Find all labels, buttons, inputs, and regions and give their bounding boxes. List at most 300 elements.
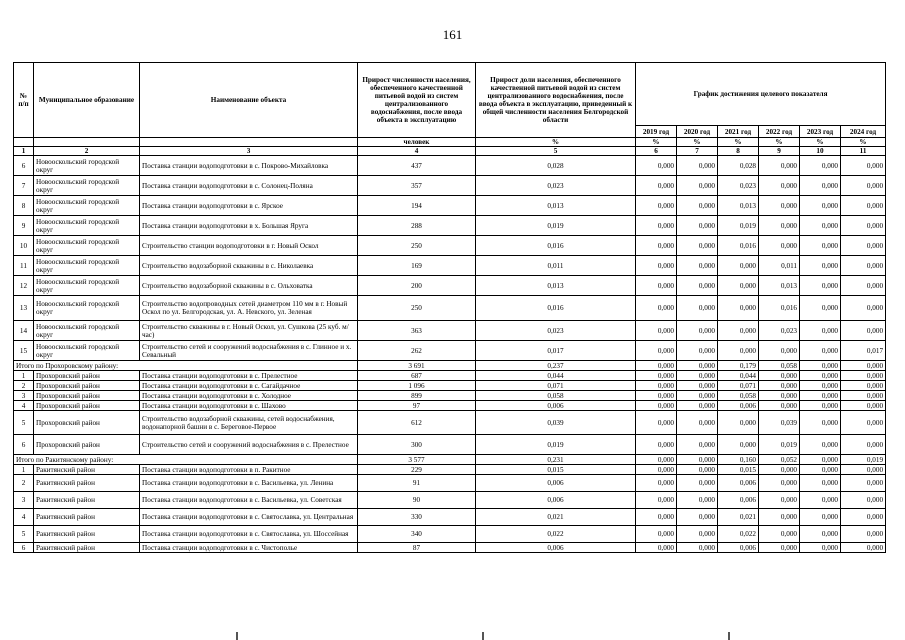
municipality-cell: Прохоровский район: [34, 411, 140, 435]
municipality-cell: Новооскольский городской округ: [34, 296, 140, 321]
year-value-cell: 0,000: [800, 196, 841, 216]
year-value-cell: 0,000: [636, 543, 677, 553]
header-year: 2019 год: [636, 126, 677, 138]
year-value-cell: 0,000: [841, 509, 886, 526]
header-object: Наименование объекта: [140, 63, 358, 138]
col-number: 5: [476, 147, 636, 156]
year-value-cell: 0,052: [759, 455, 800, 465]
year-value-cell: 0,000: [800, 455, 841, 465]
municipality-cell: Новооскольский городской округ: [34, 321, 140, 341]
year-value-cell: 0,058: [759, 361, 800, 371]
object-name-cell: Поставка станции водоподготовки в с. Святославка, ул. Шоссейная: [140, 526, 358, 543]
table-row: [14, 509, 886, 526]
year-value-cell: 0,000: [636, 156, 677, 176]
table-row: [14, 256, 886, 276]
year-value-cell: 0,006: [718, 401, 759, 411]
year-value-cell: 0,000: [677, 276, 718, 296]
year-value-cell: 0,000: [636, 276, 677, 296]
year-value-cell: 0,000: [718, 435, 759, 455]
object-name-cell: Поставка станции водоподготовки в х. Большая Яруга: [140, 216, 358, 236]
object-name-cell: Поставка станции водоподготовки в с. Ярское: [140, 196, 358, 216]
header-year: 2020 год: [677, 126, 718, 138]
object-name-cell: Строительство сетей и сооружений водоснабжения в с. Прелестное: [140, 435, 358, 455]
col-number: 9: [759, 147, 800, 156]
year-value-cell: 0,000: [800, 509, 841, 526]
table-row: [14, 492, 886, 509]
row-number: 9: [14, 216, 34, 236]
year-value-cell: 0,000: [677, 341, 718, 361]
row-number: 4: [14, 509, 34, 526]
year-value-cell: 0,000: [759, 176, 800, 196]
share-growth-cell: 0,019: [476, 435, 636, 455]
people-growth-cell: 169: [358, 256, 476, 276]
people-growth-cell: 91: [358, 475, 476, 492]
row-number: 12: [14, 276, 34, 296]
row-number: 2: [14, 475, 34, 492]
municipality-cell: Новооскольский городской округ: [34, 236, 140, 256]
object-name-cell: Строительство станции водоподготовки в г. Новый Оскол: [140, 236, 358, 256]
year-value-cell: 0,000: [636, 391, 677, 401]
table-row: [14, 341, 886, 361]
year-value-cell: 0,000: [759, 492, 800, 509]
subtotal-row: [14, 455, 886, 465]
table-row: [14, 475, 886, 492]
year-value-cell: 0,000: [800, 475, 841, 492]
table-row: [14, 391, 886, 401]
unit-pct: %: [476, 138, 636, 147]
row-number: 15: [14, 341, 34, 361]
page-number: 161: [442, 27, 463, 42]
unit-people: человек: [358, 138, 476, 147]
year-value-cell: 0,000: [800, 321, 841, 341]
object-name-cell: Поставка станции водоподготовки в с. Прелестное: [140, 371, 358, 381]
year-value-cell: 0,000: [677, 455, 718, 465]
year-value-cell: 0,000: [677, 543, 718, 553]
year-value-cell: 0,000: [636, 475, 677, 492]
share-growth-cell: 0,023: [476, 176, 636, 196]
table-row: [14, 296, 886, 321]
municipality-cell: Новооскольский городской округ: [34, 196, 140, 216]
object-name-cell: Строительство водозаборной скважины, сетей водоснабжения, водонапорной башни в с. Береговое-Первое: [140, 411, 358, 435]
year-value-cell: 0,000: [800, 381, 841, 391]
year-value-cell: 0,000: [677, 411, 718, 435]
municipality-cell: Ракитянский район: [34, 492, 140, 509]
year-value-cell: 0,000: [841, 475, 886, 492]
col-number: 4: [358, 147, 476, 156]
people-growth-cell: 357: [358, 176, 476, 196]
year-value-cell: 0,000: [636, 236, 677, 256]
municipality-cell: Прохоровский район: [34, 371, 140, 381]
people-growth-cell: 250: [358, 236, 476, 256]
column-numbers-row: [14, 147, 886, 156]
row-number: 1: [14, 465, 34, 475]
share-growth-cell: 0,023: [476, 321, 636, 341]
people-growth-cell: 300: [358, 435, 476, 455]
year-value-cell: 0,000: [677, 391, 718, 401]
year-value-cell: 0,000: [800, 435, 841, 455]
year-value-cell: 0,000: [800, 156, 841, 176]
year-value-cell: 0,006: [718, 475, 759, 492]
year-value-cell: 0,000: [800, 391, 841, 401]
people-growth-cell: 288: [358, 216, 476, 236]
year-value-cell: 0,000: [759, 543, 800, 553]
people-growth-cell: 3 691: [358, 361, 476, 371]
year-value-cell: 0,039: [759, 411, 800, 435]
year-value-cell: 0,179: [718, 361, 759, 371]
row-number: 2: [14, 381, 34, 391]
share-growth-cell: 0,015: [476, 465, 636, 475]
year-value-cell: 0,000: [636, 509, 677, 526]
table-row: [14, 401, 886, 411]
col-number: 11: [841, 147, 886, 156]
municipality-cell: Ракитянский район: [34, 526, 140, 543]
year-value-cell: 0,000: [636, 411, 677, 435]
share-growth-cell: 0,013: [476, 196, 636, 216]
year-value-cell: 0,000: [841, 465, 886, 475]
people-growth-cell: 87: [358, 543, 476, 553]
year-value-cell: 0,000: [677, 156, 718, 176]
object-name-cell: Строительство водозаборной скважины в с. Николаевка: [140, 256, 358, 276]
year-value-cell: 0,019: [718, 216, 759, 236]
year-value-cell: 0,000: [636, 435, 677, 455]
year-value-cell: 0,000: [841, 526, 886, 543]
row-number: 13: [14, 296, 34, 321]
year-value-cell: 0,000: [841, 381, 886, 391]
table-row: [14, 196, 886, 216]
object-name-cell: Поставка станции водоподготовки в с. Васильевка, ул. Ленина: [140, 475, 358, 492]
year-value-cell: 0,000: [636, 176, 677, 196]
people-growth-cell: 90: [358, 492, 476, 509]
people-growth-cell: 1 096: [358, 381, 476, 391]
year-value-cell: 0,000: [677, 361, 718, 371]
year-value-cell: 0,000: [841, 216, 886, 236]
year-value-cell: 0,000: [800, 176, 841, 196]
year-value-cell: 0,160: [718, 455, 759, 465]
year-value-cell: 0,000: [677, 526, 718, 543]
year-value-cell: 0,000: [636, 256, 677, 276]
year-value-cell: 0,000: [841, 361, 886, 371]
year-value-cell: 0,000: [759, 156, 800, 176]
year-value-cell: 0,006: [718, 543, 759, 553]
year-value-cell: 0,000: [636, 216, 677, 236]
year-value-cell: 0,000: [759, 341, 800, 361]
year-value-cell: 0,000: [841, 492, 886, 509]
year-value-cell: 0,000: [800, 256, 841, 276]
share-growth-cell: 0,231: [476, 455, 636, 465]
scan-mark: [236, 632, 238, 640]
year-value-cell: 0,000: [841, 296, 886, 321]
year-value-cell: 0,000: [800, 216, 841, 236]
year-value-cell: 0,000: [800, 341, 841, 361]
row-number: 3: [14, 492, 34, 509]
share-growth-cell: 0,028: [476, 156, 636, 176]
scan-mark: [728, 632, 730, 640]
table-row: [14, 543, 886, 553]
share-growth-cell: 0,071: [476, 381, 636, 391]
year-value-cell: 0,000: [841, 256, 886, 276]
unit-pct: %: [759, 138, 800, 147]
table-row: [14, 236, 886, 256]
year-value-cell: 0,019: [759, 435, 800, 455]
row-number: 6: [14, 435, 34, 455]
municipality-cell: Прохоровский район: [34, 391, 140, 401]
units-row: [14, 138, 886, 147]
year-value-cell: 0,000: [677, 176, 718, 196]
object-name-cell: Поставка станции водоподготовки в с. Покрово-Михайловка: [140, 156, 358, 176]
row-number: 5: [14, 526, 34, 543]
year-value-cell: 0,000: [636, 361, 677, 371]
object-name-cell: Поставка станции водоподготовки в с. Солонец-Поляна: [140, 176, 358, 196]
year-value-cell: 0,000: [677, 401, 718, 411]
municipality-cell: Новооскольский городской округ: [34, 256, 140, 276]
year-value-cell: 0,000: [718, 321, 759, 341]
object-name-cell: Поставка станции водоподготовки в с. Чистополье: [140, 543, 358, 553]
row-number: 14: [14, 321, 34, 341]
year-value-cell: 0,000: [718, 341, 759, 361]
year-value-cell: 0,000: [677, 435, 718, 455]
share-growth-cell: 0,017: [476, 341, 636, 361]
year-value-cell: 0,000: [841, 176, 886, 196]
municipality-cell: Новооскольский городской округ: [34, 176, 140, 196]
year-value-cell: 0,000: [759, 509, 800, 526]
object-name-cell: Строительство сетей и сооружений водоснабжения в с. Глинное и х. Севальный: [140, 341, 358, 361]
table-row: [14, 156, 886, 176]
object-name-cell: Поставка станции водоподготовки в п. Ракитное: [140, 465, 358, 475]
table-row: [14, 435, 886, 455]
header-num: № п/п: [14, 63, 34, 138]
people-growth-cell: 194: [358, 196, 476, 216]
table-row: [14, 371, 886, 381]
col-number: 3: [140, 147, 358, 156]
year-value-cell: 0,000: [841, 401, 886, 411]
year-value-cell: 0,000: [636, 401, 677, 411]
object-name-cell: Поставка станции водоподготовки в с. Шахово: [140, 401, 358, 411]
people-growth-cell: 899: [358, 391, 476, 401]
people-growth-cell: 229: [358, 465, 476, 475]
year-value-cell: 0,000: [759, 371, 800, 381]
col-number: 8: [718, 147, 759, 156]
year-value-cell: 0,058: [718, 391, 759, 401]
year-value-cell: 0,000: [677, 256, 718, 276]
year-value-cell: 0,000: [800, 526, 841, 543]
year-value-cell: 0,006: [718, 492, 759, 509]
share-growth-cell: 0,019: [476, 216, 636, 236]
header-year: 2024 год: [841, 126, 886, 138]
share-growth-cell: 0,016: [476, 296, 636, 321]
municipality-cell: Прохоровский район: [34, 381, 140, 391]
municipality-cell: Прохоровский район: [34, 435, 140, 455]
year-value-cell: 0,017: [841, 341, 886, 361]
year-value-cell: 0,016: [718, 236, 759, 256]
year-value-cell: 0,000: [800, 401, 841, 411]
header-municipality: Муниципальное образование: [34, 63, 140, 138]
year-value-cell: 0,021: [718, 509, 759, 526]
share-growth-cell: 0,039: [476, 411, 636, 435]
year-value-cell: 0,013: [759, 276, 800, 296]
year-value-cell: 0,000: [841, 276, 886, 296]
year-value-cell: 0,000: [841, 543, 886, 553]
year-value-cell: 0,000: [677, 465, 718, 475]
object-name-cell: Поставка станции водоподготовки в с. Святославка, ул. Центральная: [140, 509, 358, 526]
header-share-growth: Прирост доли населения, обеспеченного качественной питьевой водой из систем централизованного водоснабжения, после ввода объекта в эксплуатацию, приведенный к общей численности населения Белгородской области: [476, 63, 636, 138]
year-value-cell: 0,000: [677, 509, 718, 526]
year-value-cell: 0,000: [677, 475, 718, 492]
year-value-cell: 0,000: [800, 465, 841, 475]
table-row: [14, 465, 886, 475]
header-year: 2022 год: [759, 126, 800, 138]
object-name-cell: Поставка станции водоподготовки в с. Холодное: [140, 391, 358, 401]
people-growth-cell: 437: [358, 156, 476, 176]
people-growth-cell: 612: [358, 411, 476, 435]
row-number: 6: [14, 543, 34, 553]
table-row: [14, 176, 886, 196]
header-people-growth: Прирост численности населения, обеспеченного качественной питьевой водой из систем централизованного водоснабжения, после ввода объекта в эксплуатацию: [358, 63, 476, 138]
year-value-cell: 0,000: [636, 381, 677, 391]
unit-pct: %: [718, 138, 759, 147]
year-value-cell: 0,000: [800, 371, 841, 381]
municipality-cell: Ракитянский район: [34, 475, 140, 492]
year-value-cell: 0,019: [841, 455, 886, 465]
year-value-cell: 0,000: [718, 276, 759, 296]
col-number: 6: [636, 147, 677, 156]
year-value-cell: 0,000: [800, 296, 841, 321]
unit-pct: %: [636, 138, 677, 147]
municipality-cell: Прохоровский район: [34, 401, 140, 411]
table-row: [14, 411, 886, 435]
year-value-cell: 0,000: [636, 492, 677, 509]
share-growth-cell: 0,022: [476, 526, 636, 543]
year-value-cell: 0,000: [677, 321, 718, 341]
share-growth-cell: 0,044: [476, 371, 636, 381]
year-value-cell: 0,000: [759, 381, 800, 391]
year-value-cell: 0,000: [800, 543, 841, 553]
share-growth-cell: 0,016: [476, 236, 636, 256]
object-name-cell: Поставка станции водоподготовки в с. Сагайдачное: [140, 381, 358, 391]
people-growth-cell: 97: [358, 401, 476, 411]
row-number: 1: [14, 371, 34, 381]
year-value-cell: 0,000: [718, 411, 759, 435]
year-value-cell: 0,000: [841, 391, 886, 401]
row-number: 3: [14, 391, 34, 401]
municipality-cell: Новооскольский городской округ: [34, 276, 140, 296]
year-value-cell: 0,000: [841, 156, 886, 176]
municipality-cell: Новооскольский городской округ: [34, 156, 140, 176]
share-growth-cell: 0,006: [476, 492, 636, 509]
municipality-cell: Ракитянский район: [34, 543, 140, 553]
people-growth-cell: 330: [358, 509, 476, 526]
people-growth-cell: 340: [358, 526, 476, 543]
year-value-cell: 0,000: [841, 435, 886, 455]
row-number: 6: [14, 156, 34, 176]
year-value-cell: 0,000: [759, 391, 800, 401]
year-value-cell: 0,000: [636, 371, 677, 381]
share-growth-cell: 0,006: [476, 401, 636, 411]
table-row: [14, 526, 886, 543]
year-value-cell: 0,000: [677, 216, 718, 236]
year-value-cell: 0,000: [759, 401, 800, 411]
share-growth-cell: 0,237: [476, 361, 636, 371]
people-growth-cell: 200: [358, 276, 476, 296]
table-row: [14, 276, 886, 296]
row-number: 5: [14, 411, 34, 435]
header-year: 2023 год: [800, 126, 841, 138]
share-growth-cell: 0,011: [476, 256, 636, 276]
unit-pct: %: [841, 138, 886, 147]
year-value-cell: 0,000: [759, 475, 800, 492]
year-value-cell: 0,013: [718, 196, 759, 216]
share-growth-cell: 0,006: [476, 543, 636, 553]
year-value-cell: 0,000: [636, 341, 677, 361]
municipality-cell: Новооскольский городской округ: [34, 341, 140, 361]
year-value-cell: 0,000: [759, 465, 800, 475]
year-value-cell: 0,000: [718, 296, 759, 321]
col-number: 2: [34, 147, 140, 156]
table-body: [14, 156, 886, 553]
year-value-cell: 0,000: [636, 465, 677, 475]
people-growth-cell: 363: [358, 321, 476, 341]
unit-pct: %: [800, 138, 841, 147]
year-value-cell: 0,015: [718, 465, 759, 475]
people-growth-cell: 250: [358, 296, 476, 321]
people-growth-cell: 262: [358, 341, 476, 361]
year-value-cell: 0,000: [677, 236, 718, 256]
year-value-cell: 0,000: [759, 236, 800, 256]
row-number: 11: [14, 256, 34, 276]
year-value-cell: 0,000: [677, 371, 718, 381]
subtotal-label: Итого по Ракитянскому району:: [14, 455, 358, 465]
row-number: 8: [14, 196, 34, 216]
row-number: 4: [14, 401, 34, 411]
year-value-cell: 0,000: [636, 526, 677, 543]
year-value-cell: 0,000: [800, 411, 841, 435]
unit-pct: %: [677, 138, 718, 147]
year-value-cell: 0,016: [759, 296, 800, 321]
col-number: 7: [677, 147, 718, 156]
year-value-cell: 0,000: [841, 321, 886, 341]
year-value-cell: 0,000: [841, 196, 886, 216]
table-row: [14, 381, 886, 391]
year-value-cell: 0,000: [841, 411, 886, 435]
year-value-cell: 0,000: [759, 196, 800, 216]
municipality-cell: Ракитянский район: [34, 465, 140, 475]
year-value-cell: 0,000: [841, 371, 886, 381]
table-row: [14, 321, 886, 341]
year-value-cell: 0,000: [800, 236, 841, 256]
object-name-cell: Строительство водопроводных сетей диаметром 110 мм в г. Новый Оскол по ул. Белгородская, ул. А. Невского, ул. Зеленая: [140, 296, 358, 321]
year-value-cell: 0,023: [759, 321, 800, 341]
water-supply-table: [13, 62, 886, 553]
year-value-cell: 0,000: [759, 216, 800, 236]
year-value-cell: 0,011: [759, 256, 800, 276]
year-value-cell: 0,044: [718, 371, 759, 381]
year-value-cell: 0,000: [677, 196, 718, 216]
year-value-cell: 0,000: [841, 236, 886, 256]
header-year: 2021 год: [718, 126, 759, 138]
year-value-cell: 0,071: [718, 381, 759, 391]
col-number: 10: [800, 147, 841, 156]
year-value-cell: 0,000: [677, 296, 718, 321]
subtotal-label: Итого по Прохоровскому району:: [14, 361, 358, 371]
people-growth-cell: 687: [358, 371, 476, 381]
year-value-cell: 0,000: [800, 492, 841, 509]
object-name-cell: Строительство скважины в г. Новый Оскол, ул. Сушкова (25 куб. м/час): [140, 321, 358, 341]
people-growth-cell: 3 577: [358, 455, 476, 465]
object-name-cell: Строительство водозаборной скважины в с. Ольховатка: [140, 276, 358, 296]
share-growth-cell: 0,006: [476, 475, 636, 492]
year-value-cell: 0,000: [718, 256, 759, 276]
year-value-cell: 0,000: [800, 361, 841, 371]
year-value-cell: 0,028: [718, 156, 759, 176]
